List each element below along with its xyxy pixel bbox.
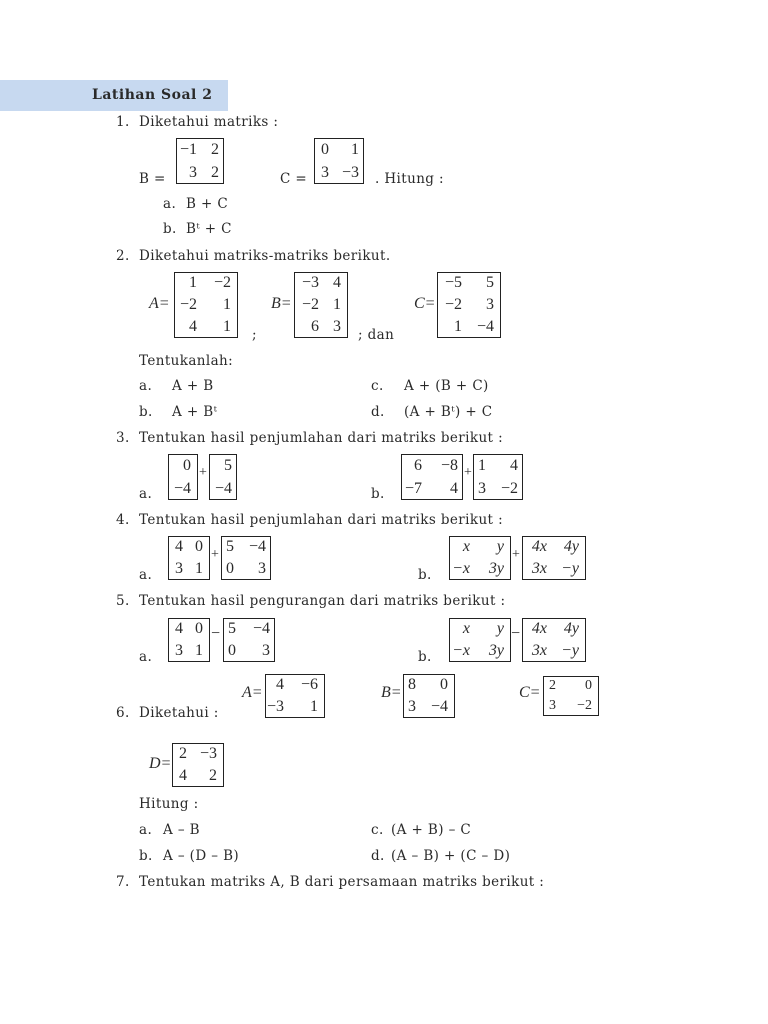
matrix-bracket-tick: [224, 618, 229, 619]
matrix-cell: −x: [452, 560, 470, 577]
matrix-cell: 0: [183, 456, 191, 474]
q5-a-matrix-1: [168, 618, 210, 662]
matrix-bracket-tick: [523, 618, 528, 619]
q6-d-item-label: d.: [371, 848, 385, 864]
matrix-bracket-tick: [593, 676, 598, 677]
matrix-bracket-tick: [295, 272, 300, 273]
matrix-bracket-tick: [265, 579, 270, 580]
matrix-bracket-tick: [222, 579, 227, 580]
matrix-bracket-tick: [204, 579, 209, 580]
q2-number: 2.: [116, 248, 130, 264]
matrix-cell: 5: [486, 274, 494, 291]
matrix-cell: 4: [189, 318, 197, 335]
q3-a-label: a.: [139, 486, 153, 502]
q6-b-item-label: b.: [139, 848, 153, 864]
matrix-cell: −4: [248, 538, 266, 555]
matrix-bracket-tick: [231, 499, 236, 500]
matrix-cell: −6: [300, 676, 318, 693]
matrix-cell: x: [462, 538, 470, 555]
matrix-cell: −2: [500, 479, 518, 497]
matrix-bracket-tick: [175, 337, 180, 338]
matrix-cell: 2: [549, 678, 556, 693]
matrix-bracket-tick: [495, 337, 500, 338]
q6-number: 6.: [116, 705, 130, 721]
q2-d-item: (A + Bᵗ) + C: [404, 404, 493, 420]
matrix-cell: −4: [214, 479, 232, 497]
q2-matrix-c: [437, 272, 501, 338]
matrix-cell: 4: [333, 274, 341, 291]
matrix-bracket-tick: [404, 717, 409, 718]
matrix-cell: y: [496, 620, 504, 637]
matrix-bracket-tick: [457, 499, 462, 500]
matrix-bracket-tick: [177, 138, 182, 139]
matrix-bracket-tick: [265, 536, 270, 537]
matrix-bracket-tick: [495, 272, 500, 273]
q4-text: Tentukan hasil penjumlahan dari matriks berikut :: [139, 512, 504, 528]
q4-b-matrix-1: [449, 536, 511, 580]
matrix-bracket-tick: [450, 618, 455, 619]
q5-b-matrix-2: [522, 618, 586, 662]
matrix-bracket-tick: [210, 499, 215, 500]
matrix-bracket-tick: [580, 536, 585, 537]
q4-a-matrix-1: [168, 536, 210, 580]
matrix-cell: −4: [430, 698, 448, 715]
q1-number: 1.: [116, 114, 130, 130]
matrix-bracket-tick: [224, 661, 229, 662]
matrix-cell: 1: [223, 318, 231, 335]
matrix-bracket-tick: [505, 536, 510, 537]
matrix-bracket-tick: [269, 661, 274, 662]
matrix-bracket-tick: [402, 499, 407, 500]
matrix-cell: −7: [404, 479, 422, 497]
q5-b-operator: −: [511, 625, 521, 642]
q2-b-item-label: b.: [139, 404, 153, 420]
q1-text: Diketahui matriks :: [139, 114, 279, 130]
q6-b-item: A – (D – B): [163, 848, 240, 864]
q5-text: Tentukan hasil pengurangan dari matriks berikut :: [139, 593, 506, 609]
matrix-cell: 4x: [531, 538, 547, 555]
matrix-cell: −y: [561, 642, 579, 659]
matrix-bracket-tick: [175, 272, 180, 273]
matrix-bracket-tick: [580, 661, 585, 662]
matrix-bracket-tick: [402, 454, 407, 455]
matrix-cell: 2: [211, 163, 219, 181]
matrix-bracket-tick: [517, 499, 522, 500]
matrix-bracket-tick: [295, 337, 300, 338]
matrix-cell: 3: [549, 698, 556, 713]
matrix-bracket-tick: [544, 715, 549, 716]
matrix-cell: 3y: [488, 560, 504, 577]
matrix-bracket-tick: [218, 786, 223, 787]
matrix-cell: y: [496, 538, 504, 555]
q3-a-operator: +: [199, 465, 207, 480]
matrix-cell: 4: [175, 620, 183, 637]
matrix-cell: −2: [301, 296, 319, 313]
q6-c-item: (A + B) – C: [391, 822, 472, 838]
matrix-bracket-tick: [315, 183, 320, 184]
matrix-bracket-tick: [315, 138, 320, 139]
q4-a-operator: +: [211, 547, 219, 562]
q4-b-label: b.: [418, 567, 432, 583]
matrix-cell: 4: [175, 538, 183, 555]
matrix-bracket-tick: [192, 499, 197, 500]
matrix-bracket-tick: [523, 579, 528, 580]
q2-c-label: C=: [414, 295, 436, 312]
matrix-cell: −2: [444, 296, 462, 313]
q3-number: 3.: [116, 430, 130, 446]
matrix-bracket-tick: [173, 786, 178, 787]
matrix-cell: 5: [224, 456, 232, 474]
matrix-cell: 3: [175, 642, 183, 659]
q5-a-operator: −: [211, 625, 221, 642]
matrix-bracket-tick: [450, 661, 455, 662]
matrix-cell: −8: [440, 456, 458, 474]
q2-sep-2: ; dan: [358, 327, 395, 343]
matrix-bracket-tick: [474, 454, 479, 455]
matrix-cell: 1: [195, 642, 203, 659]
matrix-cell: 0: [226, 560, 234, 577]
matrix-cell: −4: [252, 620, 270, 637]
matrix-bracket-tick: [169, 499, 174, 500]
matrix-cell: 5: [226, 538, 234, 555]
matrix-cell: 6: [311, 318, 319, 335]
q5-number: 5.: [116, 593, 130, 609]
q2-b-label: B=: [271, 295, 292, 312]
matrix-bracket-tick: [450, 579, 455, 580]
matrix-bracket-tick: [450, 536, 455, 537]
q6-d-label: D=: [149, 755, 172, 772]
matrix-cell: 1: [189, 274, 197, 291]
matrix-cell: 0: [195, 538, 203, 555]
matrix-cell: 4: [276, 676, 284, 693]
q3-b-operator: +: [464, 465, 472, 480]
q2-instruction: Tentukanlah:: [139, 353, 234, 369]
matrix-cell: 4: [450, 479, 458, 497]
matrix-cell: 0: [195, 620, 203, 637]
matrix-cell: 8: [408, 676, 416, 693]
matrix-cell: −2: [577, 698, 592, 713]
matrix-cell: 3: [333, 318, 341, 335]
matrix-bracket-tick: [404, 674, 409, 675]
q2-b-item: A + Bᵗ: [172, 404, 218, 420]
matrix-cell: 3: [175, 560, 183, 577]
matrix-cell: 3: [321, 163, 329, 181]
matrix-cell: −2: [213, 274, 231, 291]
matrix-bracket-tick: [358, 138, 363, 139]
q4-b-operator: +: [512, 547, 520, 562]
q1-a-label: a.: [163, 196, 177, 212]
matrix-bracket-tick: [231, 454, 236, 455]
matrix-bracket-tick: [266, 717, 271, 718]
matrix-bracket-tick: [232, 272, 237, 273]
matrix-bracket-tick: [192, 454, 197, 455]
q1-b-label: B =: [139, 171, 166, 187]
matrix-bracket-tick: [438, 272, 443, 273]
q6-matrix-a: [265, 674, 325, 718]
q1-a-text: B + C: [186, 196, 229, 212]
q6-b-label: B=: [381, 684, 402, 701]
matrix-bracket-tick: [204, 618, 209, 619]
matrix-cell: 1: [223, 296, 231, 313]
matrix-bracket-tick: [358, 183, 363, 184]
q3-b-matrix-1: [401, 454, 463, 500]
matrix-cell: 3x: [531, 642, 547, 659]
q6-c-item-label: c.: [371, 822, 384, 838]
q1-matrix-c: [314, 138, 364, 184]
matrix-bracket-tick: [474, 499, 479, 500]
matrix-bracket-tick: [218, 183, 223, 184]
matrix-bracket-tick: [342, 272, 347, 273]
q4-number: 4.: [116, 512, 130, 528]
q5-a-matrix-2: [223, 618, 275, 662]
matrix-cell: −3: [301, 274, 319, 291]
matrix-cell: 3y: [488, 642, 504, 659]
matrix-cell: 0: [228, 642, 236, 659]
matrix-bracket-tick: [218, 743, 223, 744]
matrix-cell: −4: [173, 479, 191, 497]
matrix-bracket-tick: [523, 536, 528, 537]
q2-sep-1: ;: [252, 327, 257, 343]
matrix-cell: 3: [258, 560, 266, 577]
matrix-cell: 1: [351, 140, 359, 158]
matrix-bracket-tick: [232, 337, 237, 338]
matrix-cell: 1: [310, 698, 318, 715]
matrix-cell: 4y: [563, 538, 579, 555]
matrix-cell: −3: [199, 745, 217, 762]
matrix-cell: 0: [440, 676, 448, 693]
matrix-cell: 3x: [531, 560, 547, 577]
matrix-bracket-tick: [517, 454, 522, 455]
matrix-bracket-tick: [169, 618, 174, 619]
q1-b-text: Bᵗ + C: [186, 221, 232, 237]
matrix-cell: 6: [414, 456, 422, 474]
section-title: Latihan Soal 2: [92, 87, 213, 103]
matrix-cell: 5: [228, 620, 236, 637]
matrix-cell: 3: [478, 479, 486, 497]
matrix-cell: 4: [510, 456, 518, 474]
matrix-bracket-tick: [449, 717, 454, 718]
matrix-bracket-tick: [319, 674, 324, 675]
q6-matrix-c: [543, 676, 599, 716]
q5-b-matrix-1: [449, 618, 511, 662]
matrix-bracket-tick: [218, 138, 223, 139]
q2-c-item: A + (B + C): [404, 378, 489, 394]
q4-a-label: a.: [139, 567, 153, 583]
q3-b-label: b.: [371, 486, 385, 502]
matrix-cell: 3: [189, 163, 197, 181]
q2-a-label: A=: [149, 295, 170, 312]
matrix-cell: 4: [179, 767, 187, 784]
matrix-bracket-tick: [177, 183, 182, 184]
q7-text: Tentukan matriks A, B dari persamaan matriks berikut :: [139, 874, 545, 890]
matrix-bracket-tick: [266, 674, 271, 675]
matrix-bracket-tick: [169, 661, 174, 662]
q3-a-matrix-1: [168, 454, 198, 500]
q6-text: Diketahui :: [139, 705, 219, 721]
matrix-bracket-tick: [523, 661, 528, 662]
q6-a-label: A=: [242, 684, 263, 701]
q1-tail: . Hitung :: [375, 171, 444, 187]
q5-b-label: b.: [418, 649, 432, 665]
q2-text: Diketahui matriks-matriks berikut.: [139, 248, 391, 264]
q1-b-label-item: b.: [163, 221, 177, 237]
q2-a-item: A + B: [172, 378, 214, 394]
matrix-bracket-tick: [505, 661, 510, 662]
matrix-cell: 1: [454, 318, 462, 335]
q4-a-matrix-2: [221, 536, 271, 580]
matrix-cell: 1: [333, 296, 341, 313]
matrix-bracket-tick: [169, 536, 174, 537]
matrix-bracket-tick: [449, 674, 454, 675]
matrix-cell: 0: [585, 678, 592, 693]
matrix-cell: −4: [476, 318, 494, 335]
matrix-cell: 3: [262, 642, 270, 659]
q2-d-item-label: d.: [371, 404, 385, 420]
matrix-bracket-tick: [580, 579, 585, 580]
matrix-bracket-tick: [204, 661, 209, 662]
q7-number: 7.: [116, 874, 130, 890]
matrix-bracket-tick: [457, 454, 462, 455]
matrix-bracket-tick: [222, 536, 227, 537]
matrix-cell: x: [462, 620, 470, 637]
q2-c-item-label: c.: [371, 378, 384, 394]
matrix-bracket-tick: [169, 579, 174, 580]
matrix-cell: −1: [179, 140, 197, 158]
matrix-bracket-tick: [593, 715, 598, 716]
matrix-cell: −3: [341, 163, 359, 181]
matrix-bracket-tick: [580, 618, 585, 619]
q6-instruction: Hitung :: [139, 796, 199, 812]
matrix-bracket-tick: [438, 337, 443, 338]
matrix-cell: −3: [266, 698, 284, 715]
matrix-cell: −x: [452, 642, 470, 659]
q3-text: Tentukan hasil penjumlahan dari matriks berikut :: [139, 430, 504, 446]
matrix-bracket-tick: [204, 536, 209, 537]
matrix-cell: 2: [209, 767, 217, 784]
matrix-cell: 3: [486, 296, 494, 313]
matrix-cell: 1: [478, 456, 486, 474]
matrix-cell: 3: [408, 698, 416, 715]
matrix-bracket-tick: [269, 618, 274, 619]
matrix-bracket-tick: [210, 454, 215, 455]
matrix-bracket-tick: [505, 579, 510, 580]
matrix-cell: −2: [179, 296, 197, 313]
matrix-cell: 2: [211, 140, 219, 158]
matrix-cell: 4x: [531, 620, 547, 637]
matrix-bracket-tick: [505, 618, 510, 619]
q6-c-label: C=: [519, 684, 541, 701]
q2-a-item-label: a.: [139, 378, 153, 394]
matrix-cell: 1: [195, 560, 203, 577]
matrix-cell: 2: [179, 745, 187, 762]
q3-a-matrix-2: [209, 454, 237, 500]
q6-matrix-b: [403, 674, 455, 718]
matrix-bracket-tick: [342, 337, 347, 338]
q5-a-label: a.: [139, 649, 153, 665]
q2-matrix-b: [294, 272, 348, 338]
q6-d-item: (A – B) + (C – D): [391, 848, 511, 864]
matrix-cell: −5: [444, 274, 462, 291]
q4-b-matrix-2: [522, 536, 586, 580]
q3-b-matrix-2: [473, 454, 523, 500]
matrix-cell: −y: [561, 560, 579, 577]
q6-a-item: A – B: [163, 822, 201, 838]
q2-matrix-a: [174, 272, 238, 338]
matrix-bracket-tick: [319, 717, 324, 718]
matrix-bracket-tick: [169, 454, 174, 455]
matrix-cell: 0: [321, 140, 329, 158]
matrix-cell: 4y: [563, 620, 579, 637]
matrix-bracket-tick: [173, 743, 178, 744]
q6-a-item-label: a.: [139, 822, 153, 838]
q1-c-label: C =: [280, 171, 308, 187]
q6-matrix-d: [172, 743, 224, 787]
q1-matrix-b: [176, 138, 224, 184]
